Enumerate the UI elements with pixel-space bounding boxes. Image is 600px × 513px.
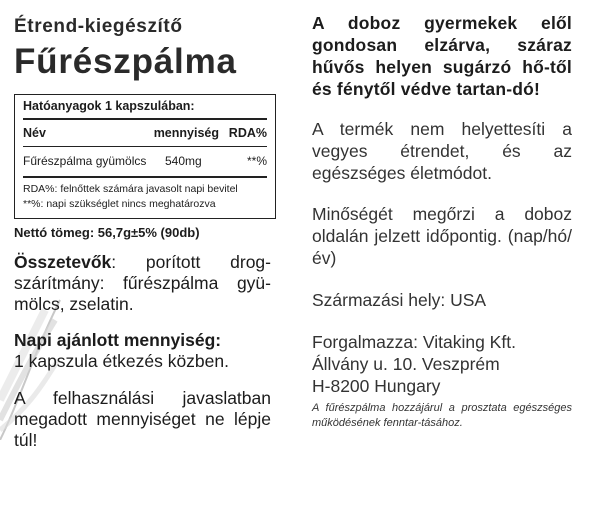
table-row xyxy=(23,147,267,178)
ingredients-table-header-row xyxy=(23,120,267,147)
composition-text xyxy=(14,252,271,315)
right-column xyxy=(312,12,572,431)
distributor-line: Forgalmazza: Vitaking Kft. xyxy=(312,332,516,352)
net-weight: Nettó tömeg: 56,7g±5% (90db) xyxy=(14,225,200,240)
column-header-quantity: mennyiség xyxy=(153,126,219,140)
distributor-address xyxy=(312,331,572,397)
health-claim: A fűrészpálma hozzájárul a prosztata egészséges működésének fenntar-tásához. xyxy=(312,402,572,429)
address-line: Állvány u. 10. Veszprém xyxy=(312,354,500,374)
daily-dose-value: 1 kapszula étkezés közben. xyxy=(14,351,229,371)
undefined-need-footnote: **%: napi szükséglet nincs meghatározva xyxy=(23,198,216,210)
rda-footnote: RDA%: felnőttek számára javasolt napi bevitel xyxy=(23,183,238,195)
column-header-name: Név xyxy=(23,126,46,140)
composition-value: : porított drog-szárítmány: fűrészpálma gyü-mölcs, zselatin. xyxy=(14,252,271,314)
origin-text: Származási hely: USA xyxy=(312,290,487,310)
ingredient-rda: **% xyxy=(246,154,267,168)
daily-dose-label: Napi ajánlott mennyiség: xyxy=(14,330,222,350)
best-before-note: Minőségét megőrzi a doboz oldalán jelzett időpontig. (nap/hó/év) xyxy=(312,204,572,268)
product-subtitle: Étrend-kiegészítő xyxy=(14,16,183,37)
ingredients-table-heading: Hatóanyagok 1 kapszulában: xyxy=(23,95,267,120)
ingredients-table xyxy=(14,94,276,219)
product-title: Fűrészpálma xyxy=(14,42,237,81)
ingredient-quantity: 540mg xyxy=(165,154,202,168)
left-column xyxy=(14,14,276,451)
postal-line: H-8200 Hungary xyxy=(312,376,441,396)
ingredient-name: Fűrészpálma gyümölcs xyxy=(23,154,147,168)
substitute-note: A termék nem helyettesíti a vegyes étrendet, és az egészséges életmódot. xyxy=(312,119,572,183)
column-header-rda: RDA% xyxy=(228,126,267,140)
storage-instructions: A doboz gyermekek elől gondosan elzárva, száraz hűvős helyen sugárzó hő-től és fénytől védve tartan-dó! xyxy=(312,13,572,99)
composition-label: Összetevők xyxy=(14,252,112,272)
daily-dose-text xyxy=(14,330,271,372)
dosage-warning: A felhasználási javaslatban megadott mennyiséget ne lépje túl! xyxy=(14,388,271,450)
